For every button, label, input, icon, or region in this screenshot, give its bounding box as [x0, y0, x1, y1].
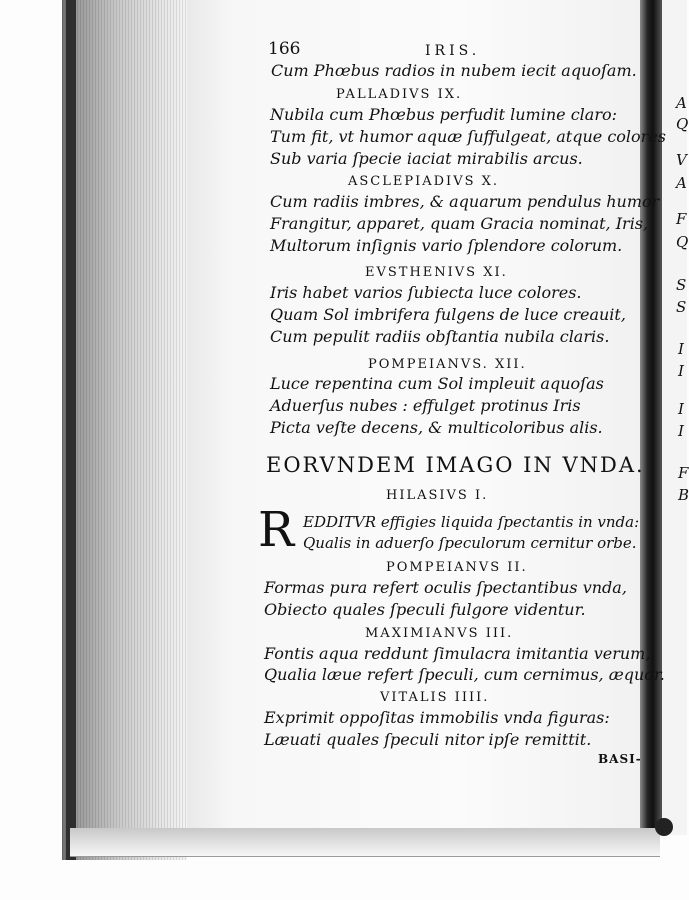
facing-page-fragment: I	[678, 400, 684, 418]
catchword: BASI-	[598, 752, 642, 766]
author-heading: EVSTHENIVS XI.	[365, 265, 508, 280]
verse-line: Fontis aqua reddunt ſimulacra imitantia verum,	[264, 644, 651, 663]
drop-cap: R	[258, 502, 295, 558]
book-gutter	[640, 0, 662, 835]
verse-line: Picta veſte decens, & multicoloribus alis.	[270, 418, 603, 437]
clip-mark	[655, 818, 673, 836]
facing-page-fragment: I	[678, 362, 684, 380]
facing-page-fragment: Q	[676, 233, 689, 251]
facing-page-fragment: S	[676, 298, 687, 316]
facing-page-fragment: F	[678, 464, 689, 482]
facing-page-fragment: F	[676, 210, 687, 228]
facing-page-fragment: S	[676, 276, 687, 294]
verse-line: Cum radiis imbres, & aquarum pendulus humor	[270, 192, 660, 211]
author-heading: POMPEIANVS II.	[386, 560, 528, 575]
facing-page-fragment: B	[678, 486, 689, 504]
verse-line: Tum fit, vt humor aquæ ſuffulgeat, atque colores	[270, 127, 666, 146]
verse-line: Iris habet varios ſubiecta luce colores.	[270, 283, 582, 302]
running-head: IRIS.	[425, 43, 481, 59]
author-heading: POMPEIANVS. XII.	[368, 357, 527, 372]
verse-line: Exprimit oppoſitas immobilis vnda figuras:	[264, 708, 610, 727]
verse-line: Nubila cum Phœbus perfudit lumine claro:	[270, 105, 617, 124]
verse-line: Formas pura refert oculis ſpectantibus vnda,	[264, 578, 627, 597]
verse-line: Obiecto quales ſpeculi fulgore videntur.	[264, 600, 586, 619]
verse-line: Frangitur, apparet, quam Gracia nominat, Iris,	[270, 214, 649, 233]
bottom-page-edge	[70, 828, 660, 857]
author-heading: VITALIS IIII.	[380, 690, 490, 705]
verse-line: Qualis in aduerſo ſpeculorum cernitur orbe.	[303, 534, 637, 552]
verse-line: Luce repentina cum Sol impleuit aquoſas	[270, 374, 604, 393]
facing-page-fragment: A	[676, 94, 687, 112]
facing-page-fragment: I	[678, 422, 684, 440]
verse-line: Cum Phœbus radios in nubem iecit aquoſam.	[271, 61, 637, 80]
verse-line: Læuati quales ſpeculi nitor ipſe remittit.	[264, 730, 592, 749]
verse-line: EDDITVR effigies liquida ſpectantis in vnda:	[303, 513, 640, 531]
verse-line: Sub varia ſpecie iaciat mirabilis arcus.	[270, 149, 583, 168]
author-heading: MAXIMIANVS III.	[365, 626, 514, 641]
facing-page-fragment: A	[676, 174, 687, 192]
author-heading: ASCLEPIADIVS X.	[348, 174, 500, 189]
section-title: EORVNDEM IMAGO IN VNDA.	[266, 453, 645, 477]
verse-line: Qualia læue refert ſpeculi, cum cernimus, æquor.	[264, 665, 665, 684]
facing-page-fragment: V	[676, 151, 687, 169]
left-page-edges	[62, 0, 187, 860]
facing-page-fragment: Q	[676, 115, 689, 133]
verse-line: Cum pepulit radiis obſtantia nubila claris.	[270, 327, 610, 346]
author-heading: HILASIVS I.	[386, 488, 489, 503]
verse-line: Multorum inſignis vario ſplendore colorum.	[270, 236, 623, 255]
facing-page-fragment: I	[678, 340, 684, 358]
book-cover-edge	[66, 0, 76, 860]
verse-line: Quam Sol imbrifera fulgens de luce creauit,	[270, 305, 626, 324]
page-number: 166	[268, 39, 301, 59]
page-166	[187, 0, 642, 830]
author-heading: PALLADIVS IX.	[336, 87, 463, 102]
verse-line: Aduerſus nubes : effulget protinus Iris	[270, 396, 581, 415]
